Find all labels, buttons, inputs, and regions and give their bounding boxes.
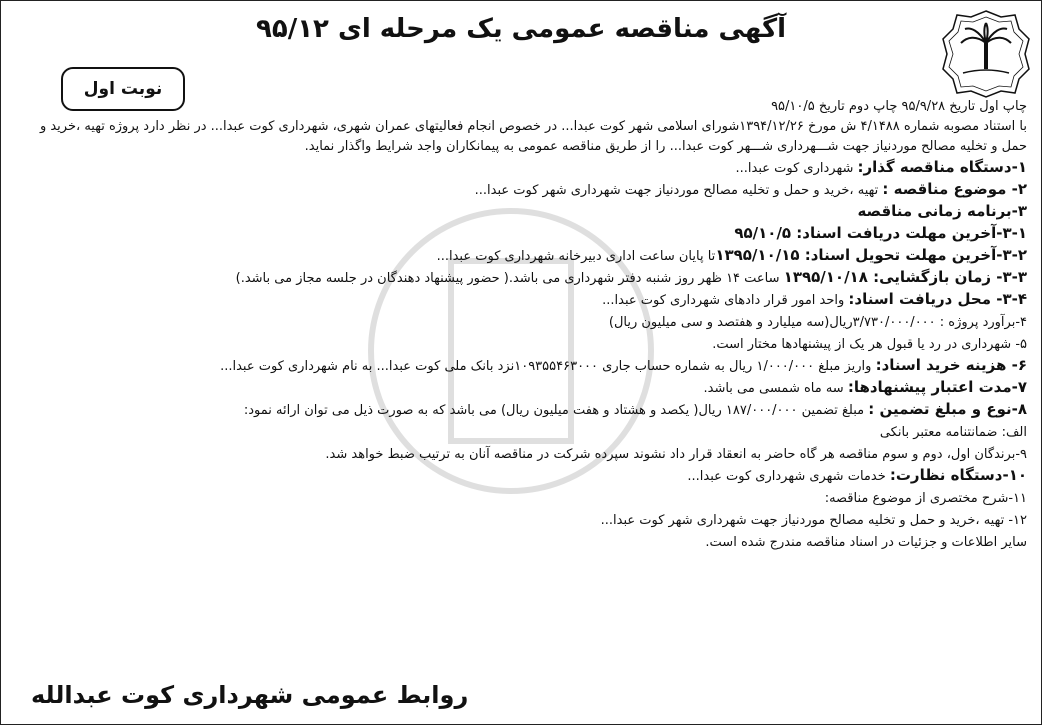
footer-signature: روابط عمومی شهرداری کوت عبدالله <box>31 681 469 709</box>
list-item: ۳-۲-آخرین مهلت تحویل اسناد: ۱۳۹۵/۱۰/۱۵تا پایان ساعت اداری دبیرخانه شهرداری کوت عبدا... <box>436 246 1027 264</box>
list-item: الف: ضمانتنامه معتبر بانکی <box>879 425 1027 440</box>
list-item: ۱۰-دستگاه نظارت: خدمات شهری شهرداری کوت عبدا... <box>687 466 1027 484</box>
list-item: ۳-۴- محل دریافت اسناد: واحد امور قرار دادهای شهرداری کوت عبدا... <box>602 290 1027 308</box>
list-item: ۵- شهرداری در رد یا قبول هر یک از پیشنهادها مختار است. <box>712 337 1027 352</box>
list-item: ۷-مدت اعتبار پیشنهادها: سه ماه شمسی می باشد. <box>703 378 1027 396</box>
list-item: ۸-نوع و مبلغ تضمین : مبلغ تضمین ۱۸۷/۰۰۰/۰۰۰ ریال( یکصد و هشتاد و هفت میلیون ریال) می باشد که به صورت ذیل می توان ارائه نمود: <box>243 400 1027 418</box>
notice-body <box>15 97 1027 553</box>
round-badge: نوبت اول <box>61 67 185 111</box>
list-item: ۲- موضوع مناقصه : تهیه ،خرید و حمل و تخلیه مصالح موردنیاز جهت شهرداری شهر کوت عبدا... <box>474 180 1027 198</box>
print-dates: چاپ اول تاریخ ۹۵/۹/۲۸ چاپ دوم تاریخ ۹۵/۱۰/۵ <box>771 99 1027 114</box>
list-item: سایر اطلاعات و جزئیات در اسناد مناقصه مندرج شده است. <box>705 535 1027 550</box>
list-item: ۹-برندگان اول، دوم و سوم مناقصه هر گاه حاضر به انعقاد قرار داد نشوند سپرده شرکت در مناقصه آنان به ترتیب ضبط خواهد شد. <box>325 447 1027 462</box>
list-item: ۱۲- تهیه ،خرید و حمل و تخلیه مصالح موردنیاز جهت شهرداری شهر کوت عبدا... <box>600 513 1027 528</box>
list-item: ۱-دستگاه مناقصه گذار: شهرداری کوت عبدا... <box>735 158 1027 176</box>
intro-paragraph: با استناد مصوبه شماره ۴/۱۴۸۸ ش مورخ ۱۳۹۴/۱۲/۲۶شورای اسلامی شهر کوت عبدا... در خصوص انجام فعالیتهای عمران شهری، شهرداری کوت عبدا... در نظر دارد پروژه تهیه ،خرید و حمل و تخلیه مصالح موردنیاز جهت شـــهرداری شـــهر کوت عبدا... را از طریق مناقصه عمومی به پیمانکاران واجد شرایط واگذار نماید. <box>39 119 1027 154</box>
list-item: ۳-۱-آخرین مهلت دریافت اسناد: ۹۵/۱۰/۵ <box>734 224 1027 242</box>
list-item: ۳-۳- زمان بازگشایی: ۱۳۹۵/۱۰/۱۸ ساعت ۱۴ ظهر روز شنبه دفتر شهرداری می باشد.( حضور پیشنهاد دهندگان در جلسه مجاز می باشد.) <box>235 268 1027 286</box>
list-item: ۶- هزینه خرید اسناد: واریز مبلغ ۱/۰۰۰/۰۰۰ ریال به شماره حساب جاری ۱۰۹۳۵۵۴۶۳۰۰۰نزد بانک ملی کوت عبدا... به نام شهرداری کوت عبدا... <box>220 356 1027 374</box>
list-item: ۳-برنامه زمانی مناقصه <box>857 202 1027 220</box>
palm-tree-logo-icon <box>941 9 1031 99</box>
list-item: ۱۱-شرح مختصری از موضوع مناقصه: <box>824 491 1027 506</box>
page-title: آگهی مناقصه عمومی یک مرحله ای ۹۵/۱۲ <box>255 14 787 44</box>
list-item: ۴-برآورد پروژه : ۳/۷۳۰/۰۰۰/۰۰۰ریال(سه میلیارد و هفتصد و سی میلیون ریال) <box>608 315 1027 330</box>
